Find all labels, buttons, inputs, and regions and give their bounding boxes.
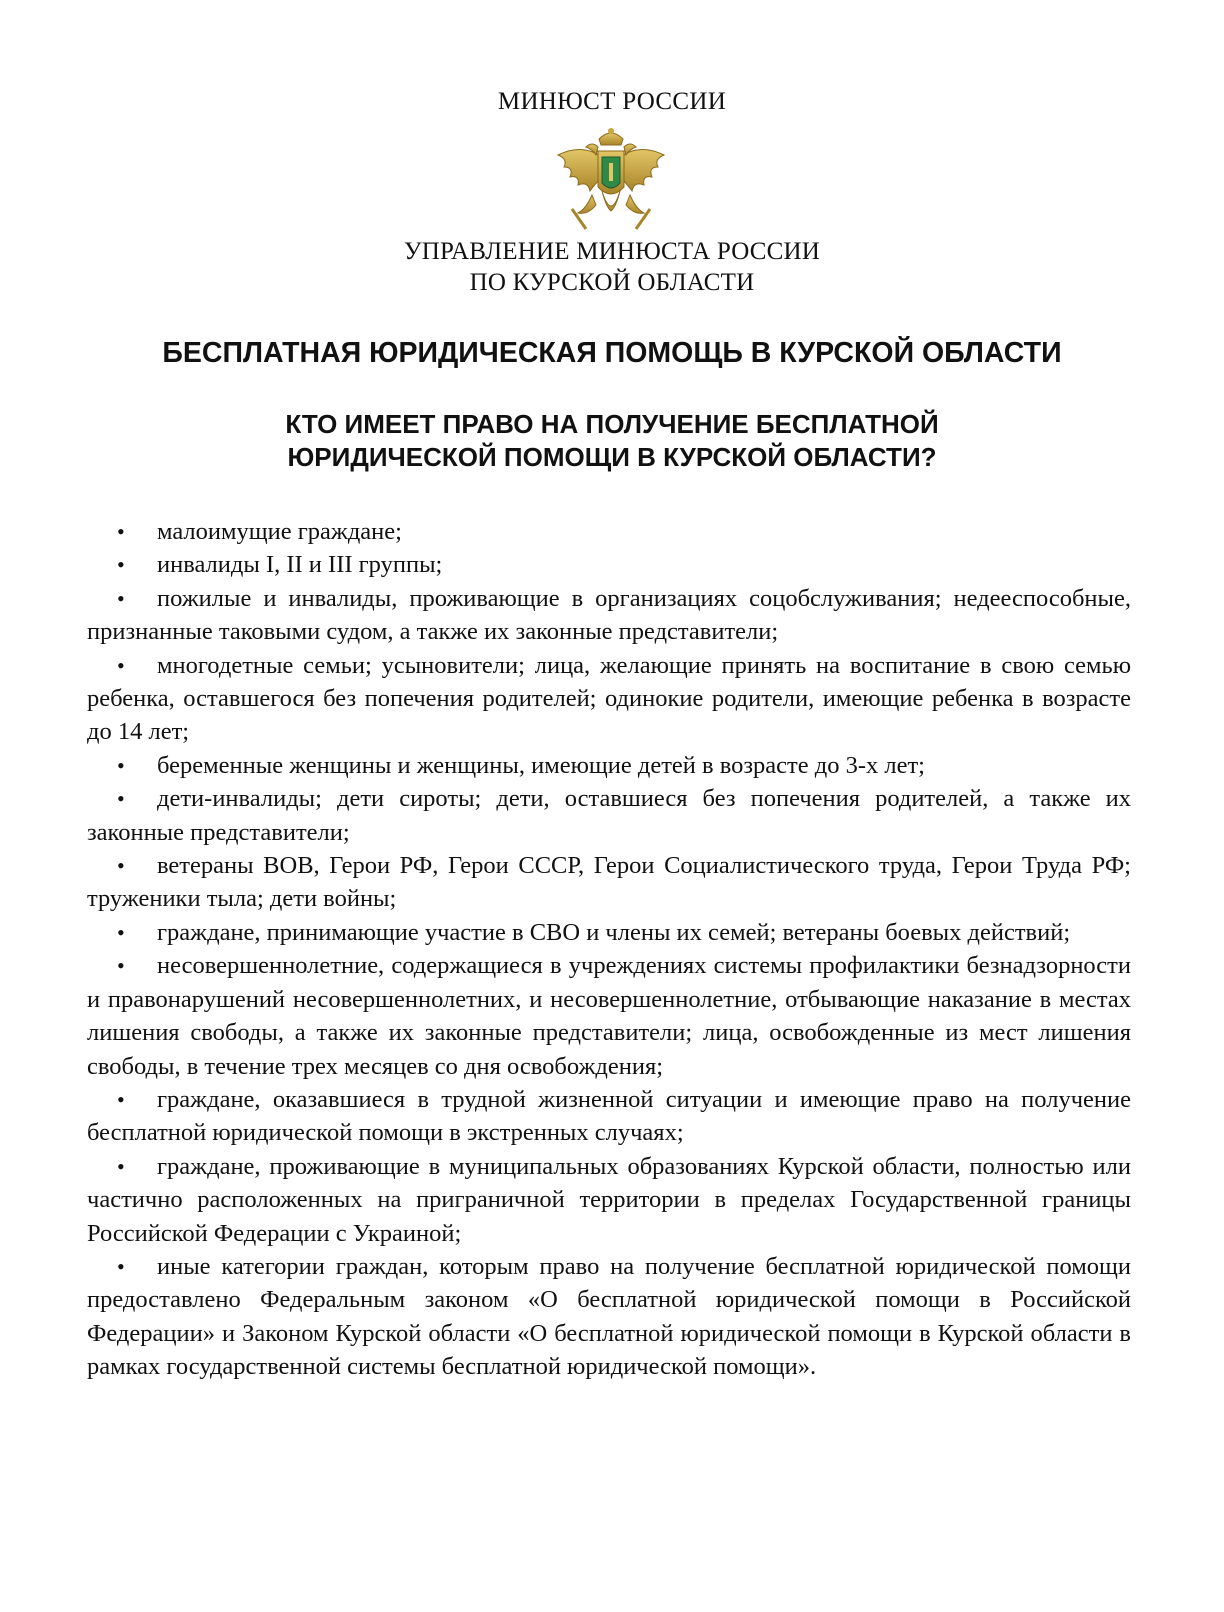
bullet-icon: • <box>117 585 125 611</box>
list-item-text: иные категории граждан, которым право на получение бесплатной юридической помощи предоставлено Федеральным законом «О бесплатной юридической помощи в Российской Федерации» и Законом Курской области «О бесплатной юридической помощи в Курской области в рамках государственной системы бесплатной юридической помощи». <box>87 1252 1131 1381</box>
list-item-text: несовершеннолетние, содержащиеся в учреждениях системы профилактики безнадзорности и правонарушений несовершеннолетних, и несовершеннолетние, отбывающие наказание в местах лишения свободы, а также их законные представители; лица, освобожденные из мест лишения свободы, в течение трех месяцев со дня освобождения; <box>87 952 1131 1080</box>
double-headed-eagle-emblem-icon <box>552 125 670 235</box>
section-heading-line-2: ЮРИДИЧЕСКОЙ ПОМОЩИ В КУРСКОЙ ОБЛАСТИ? <box>287 442 937 472</box>
department-line-1: УПРАВЛЕНИЕ МИНЮСТА РОССИИ <box>403 238 821 265</box>
list-item <box>87 649 1131 749</box>
list-item-text: граждане, проживающие в муниципальных образованиях Курской области, полностью или частично расположенных на приграничной территории в пределах Государственной границы Российской Федерации с Украиной; <box>87 1152 1131 1247</box>
list-item-text: малоимущие граждане; <box>157 518 402 545</box>
bullet-icon: • <box>117 919 125 945</box>
list-item-text: инвалиды I, II и III группы; <box>157 551 443 579</box>
list-item <box>87 582 1131 649</box>
bullet-icon: • <box>117 1086 125 1112</box>
list-item <box>87 916 1131 949</box>
list-item <box>87 849 1131 916</box>
bullet-icon: • <box>117 652 125 678</box>
list-item-text: граждане, оказавшиеся в трудной жизненной ситуации и имеющие право на получение бесплатной юридической помощи в экстренных случаях; <box>87 1085 1131 1147</box>
bullet-icon: • <box>117 552 125 578</box>
bullet-icon: • <box>117 1153 125 1179</box>
list-item <box>87 1150 1131 1250</box>
list-item <box>87 949 1131 1083</box>
list-item <box>87 749 1131 782</box>
bullet-icon: • <box>117 1253 125 1279</box>
section-heading <box>0 408 1224 474</box>
list-item <box>87 548 1131 581</box>
list-item-text: беременные женщины и женщины, имеющие детей в возрасте до 3-х лет; <box>157 751 925 779</box>
list-item-text: пожилые и инвалиды, проживающие в организациях соцобслуживания; недееспособные, признанные таковыми судом, а также их законные представители; <box>87 584 1131 646</box>
ministry-name: МИНЮСТ РОССИИ <box>497 88 727 115</box>
bullet-icon: • <box>117 953 125 979</box>
list-item-text: дети-инвалиды; дети сироты; дети, оставшиеся без попечения родителей, а также их законные представители; <box>87 785 1131 846</box>
department-name <box>0 236 1224 298</box>
list-item <box>87 782 1131 849</box>
page-title: БЕСПЛАТНАЯ ЮРИДИЧЕСКАЯ ПОМОЩЬ В КУРСКОЙ ОБЛАСТИ <box>162 337 1062 369</box>
list-item <box>87 1083 1131 1150</box>
list-item-text: граждане, принимающие участие в СВО и члены их семей; ветераны боевых действий; <box>157 918 1071 946</box>
eligibility-list <box>87 515 1131 1384</box>
department-line-2: ПО КУРСКОЙ ОБЛАСТИ <box>469 269 755 296</box>
list-item <box>87 1250 1131 1384</box>
bullet-icon: • <box>117 519 125 544</box>
bullet-icon: • <box>117 752 125 778</box>
bullet-icon: • <box>117 786 125 812</box>
list-item-text: многодетные семьи; усыновители; лица, желающие принять на воспитание в свою семью ребенка, оставшегося без попечения родителей; одинокие родители, имеющие ребенка в возрасте до 14 лет; <box>87 651 1131 746</box>
list-item <box>87 515 1131 548</box>
bullet-icon: • <box>117 853 125 879</box>
section-heading-line-1: КТО ИМЕЕТ ПРАВО НА ПОЛУЧЕНИЕ БЕСПЛАТНОЙ <box>285 409 939 439</box>
list-item-text: ветераны ВОВ, Герои РФ, Герои СССР, Герои Социалистического труда, Герои Труда РФ; труженики тыла; дети войны; <box>87 852 1131 913</box>
